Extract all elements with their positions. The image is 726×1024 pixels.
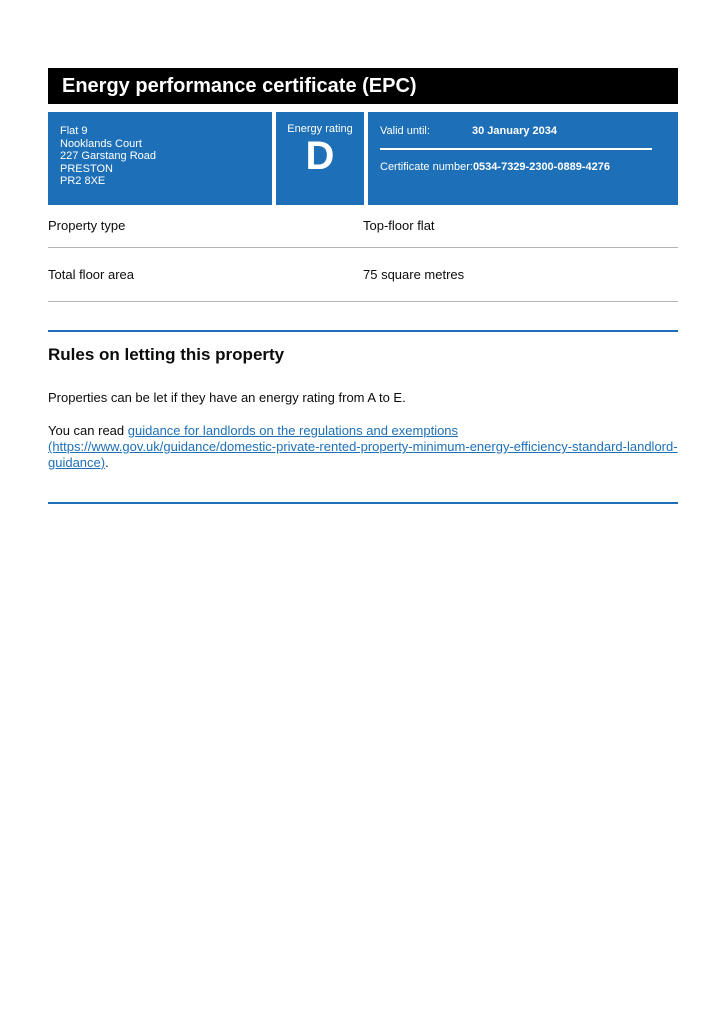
valid-until-label: Valid until: xyxy=(380,125,430,137)
section-divider-bottom xyxy=(48,502,678,504)
valid-until-row xyxy=(380,125,666,137)
property-address xyxy=(48,112,272,205)
energy-rating-value: D xyxy=(305,134,335,178)
fact-value: Top-floor flat xyxy=(363,218,435,233)
epc-summary-panel xyxy=(48,112,678,205)
address-line: Flat 9 xyxy=(60,125,88,137)
address-line: PR2 8XE xyxy=(60,175,106,187)
letting-rules-section xyxy=(48,345,678,471)
certificate-number-value: 0534-7329-2300-0889-4276 xyxy=(472,161,610,173)
certificate-number-row xyxy=(380,161,666,173)
section-divider-top xyxy=(48,330,678,332)
landlord-guidance-link[interactable]: guidance for landlords on the regulations and exemptions (https://www.gov.uk/guidance/domestic-private-rented-property-minimum-energy-efficiency-standard-landlord-guidance) xyxy=(48,423,678,470)
fact-label: Property type xyxy=(48,218,126,233)
address-line: PRESTON xyxy=(60,162,113,175)
table-row xyxy=(48,248,678,302)
guidance-text-prefix: You can read xyxy=(48,423,128,438)
page-title: Energy performance certificate (EPC) xyxy=(62,74,417,97)
letting-rules-text: Properties can be let if they have an energy rating from A to E. xyxy=(48,390,406,405)
energy-rating-label: Energy rating xyxy=(287,123,353,135)
section-heading: Rules on letting this property xyxy=(48,345,285,364)
validity-box xyxy=(368,112,678,205)
address-line: Nooklands Court xyxy=(60,137,142,150)
energy-rating-box xyxy=(276,112,364,205)
page-title-bar xyxy=(48,68,678,104)
valid-until-date: 30 January 2034 xyxy=(472,125,558,137)
fact-label: Total floor area xyxy=(48,267,134,282)
address-line: 227 Garstang Road xyxy=(60,150,157,162)
validity-divider xyxy=(380,148,652,150)
guidance-text-suffix: . xyxy=(105,455,109,470)
property-facts-table xyxy=(48,205,678,302)
certificate-number-label: Certificate number: xyxy=(380,161,473,173)
table-row xyxy=(48,205,678,248)
fact-value: 75 square metres xyxy=(363,267,465,282)
guidance-paragraph xyxy=(48,423,678,471)
